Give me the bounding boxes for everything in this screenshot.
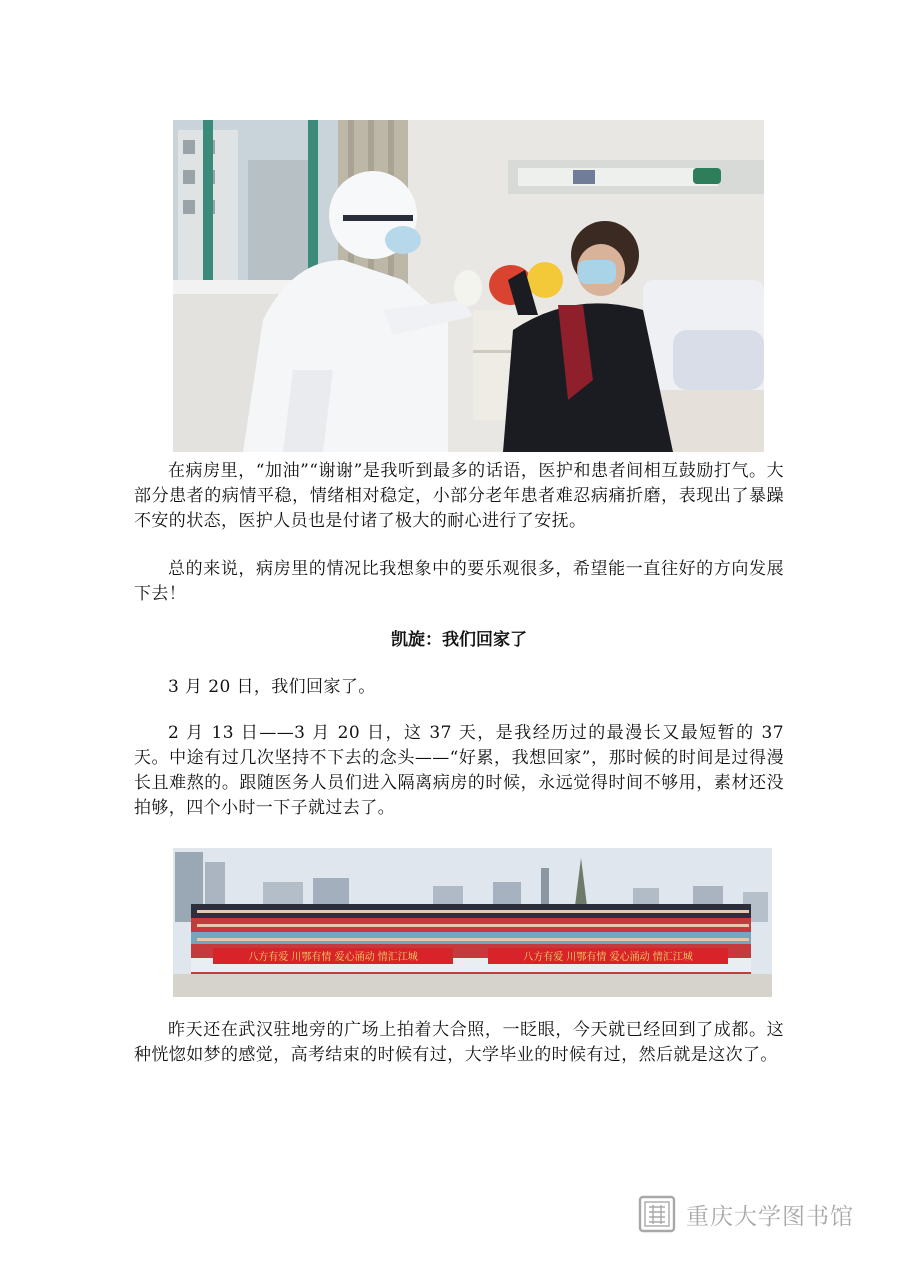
banner-left-text: 八方有爱 川鄂有情 爱心涌动 情汇江城 [248, 952, 418, 963]
group-photo [173, 848, 772, 997]
section-heading: 凯旋：我们回家了 [391, 630, 527, 650]
paragraph-37-days: 2 月 13 日——3 月 20 日，这 37 天，是我经历过的最漫长又最短暂的 37 天。中途有过几次坚持不下去的念头——“好累，我想回家”，那时候的时间是过得漫长且难熬的。跟随医务人员们进入隔离病房的时候，永远觉得时间不够用，素材还没拍够，四个小时一下子就过去了。 [134, 723, 784, 818]
paragraph-optimism: 总的来说，病房里的情况比我想象中的要乐观很多，希望能一直往好的方向发展下去！ [134, 559, 784, 604]
watermark-text: 重庆大学图书馆 [686, 1203, 854, 1230]
ward-photo [173, 120, 764, 452]
paragraph-return-date: 3 月 20 日，我们回家了。 [168, 677, 376, 697]
banner-right-text: 八方有爱 川鄂有情 爱心涌动 情汇江城 [523, 952, 693, 963]
paragraph-group-photo-reflection: 昨天还在武汉驻地旁的广场上拍着大合照，一眨眼，今天就已经回到了成都。这种恍惚如梦的感觉，高考结束的时候有过，大学毕业的时候有过，然后就是这次了。 [134, 1020, 784, 1065]
ward-photo-image [173, 120, 764, 452]
group-photo-image [173, 848, 772, 997]
paragraph-ward-atmosphere: 在病房里，“加油”“谢谢”是我听到最多的话语，医护和患者间相互鼓励打气。大部分患者的病情平稳，情绪相对稳定，小部分老年患者难忍病痛折磨，表现出了暴躁不安的状态，医护人员也是付诸了极大的耐心进行了安抚。 [134, 461, 784, 531]
library-seal-icon [638, 1195, 676, 1233]
library-watermark [638, 1192, 854, 1236]
